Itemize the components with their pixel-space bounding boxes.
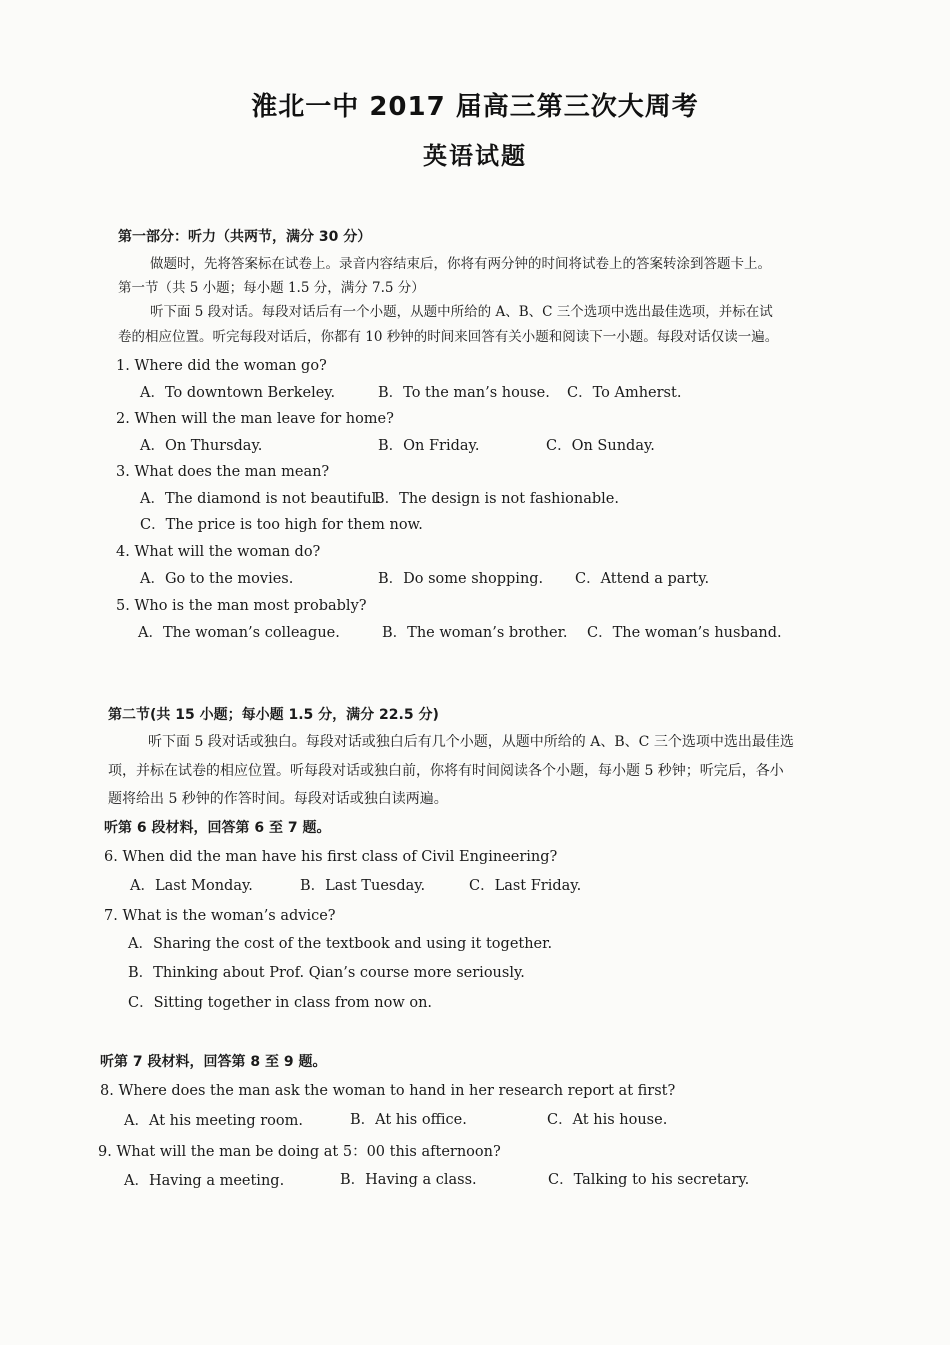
q2-option-c: C．On Sunday. — [546, 438, 655, 454]
question-text: Who is the man most probably? — [134, 598, 367, 614]
question-number: 5. — [116, 598, 130, 614]
q5-option-a: A．The woman’s colleague. — [138, 625, 340, 641]
q8-option-b: B．At his office. — [350, 1112, 467, 1128]
question-text: What will the man be doing at 5：00 this afternoon? — [116, 1144, 501, 1160]
section1-instruction-1: 听下面 5 段对话。每段对话后有一个小题，从题中所给的 A、B、C 三个选项中选出最佳选项，并标在试 — [150, 304, 773, 320]
q1-option-b: B．To the man’s house. — [378, 385, 550, 401]
q9-option-c: C．Talking to his secretary. — [548, 1172, 750, 1188]
q6-option-c: C．Last Friday. — [469, 878, 582, 894]
q8-option-c: C．At his house. — [547, 1112, 668, 1128]
q3-option-b: B．The design is not fashionable. — [374, 491, 619, 507]
section1-instruction-2: 卷的相应位置。听完每段对话后，你都有 10 秒钟的时间来回答有关小题和阅读下一小题。每段对话仅读一遍。 — [118, 329, 779, 345]
q7-option-a: A．Sharing the cost of the textbook and using it together. — [128, 936, 553, 952]
q3-option-c: C．The price is too high for them now. — [140, 517, 423, 533]
question-5 — [116, 597, 367, 615]
section1-heading: 第一节（共 5 小题；每小题 1.5 分，满分 7.5 分） — [118, 280, 425, 296]
question-text: When did the man have his first class of Civil Engineering? — [122, 849, 558, 865]
question-text: Where did the woman go? — [134, 358, 327, 374]
question-text: What will the woman do? — [134, 544, 321, 560]
section2-instruction-3: 题将给出 5 秒钟的作答时间。每段对话或独白读两遍。 — [108, 791, 448, 807]
q4-option-c: C．Attend a party. — [575, 571, 710, 587]
q6-option-a: A．Last Monday. — [130, 878, 253, 894]
section2-heading: 第二节(共 15 小题；每小题 1.5 分，满分 22.5 分) — [108, 707, 439, 723]
material-6-heading: 听第 6 段材料，回答第 6 至 7 题。 — [104, 820, 331, 836]
q7-option-c: C．Sitting together in class from now on. — [128, 995, 433, 1011]
question-number: 2. — [116, 411, 130, 427]
q1-option-a: A．To downtown Berkeley. — [140, 385, 336, 401]
q1-option-c: C．To Amherst. — [567, 385, 682, 401]
question-9 — [98, 1143, 501, 1161]
q7-option-b: B．Thinking about Prof. Qian’s course more seriously. — [128, 965, 525, 981]
question-number: 4. — [116, 544, 130, 560]
question-text: What is the woman’s advice? — [122, 908, 336, 924]
part1-instruction: 做题时，先将答案标在试卷上。录音内容结束后，你将有两分钟的时间将试卷上的答案转涂到答题卡上。 — [150, 256, 771, 272]
question-number: 3. — [116, 464, 130, 480]
section2-instruction-1: 听下面 5 段对话或独白。每段对话或独白后有几个小题，从题中所给的 A、B、C 三个选项中选出最佳选 — [148, 734, 794, 750]
q2-option-b: B．On Friday. — [378, 438, 480, 454]
q9-option-a: A．Having a meeting. — [124, 1173, 285, 1189]
q5-option-c: C．The woman’s husband. — [587, 625, 782, 641]
q9-option-b: B．Having a class. — [340, 1172, 477, 1188]
q3-option-a: A．The diamond is not beautiful. — [140, 491, 381, 507]
q4-option-b: B．Do some shopping. — [378, 571, 544, 587]
question-text: When will the man leave for home? — [134, 411, 394, 427]
question-text: What does the man mean? — [134, 464, 330, 480]
q2-option-a: A．On Thursday. — [140, 438, 263, 454]
section2-instruction-2: 项，并标在试卷的相应位置。听每段对话或独白前，你将有时间阅读各个小题，每小题 5 秒钟；听完后，各小 — [108, 763, 784, 779]
q8-option-a: A．At his meeting room. — [124, 1113, 304, 1129]
question-7 — [104, 907, 336, 925]
exam-subtitle: 英语试题 — [423, 142, 527, 170]
question-number: 6. — [104, 849, 118, 865]
question-number: 1. — [116, 358, 130, 374]
question-8 — [100, 1082, 675, 1100]
question-4 — [116, 543, 320, 561]
question-6 — [104, 848, 557, 866]
material-7-heading: 听第 7 段材料，回答第 8 至 9 题。 — [100, 1054, 327, 1070]
question-2 — [116, 410, 394, 428]
question-3 — [116, 463, 329, 481]
question-number: 7. — [104, 908, 118, 924]
q4-option-a: A．Go to the movies. — [140, 571, 294, 587]
question-1 — [116, 357, 327, 375]
q6-option-b: B．Last Tuesday. — [300, 878, 426, 894]
question-text: Where does the man ask the woman to hand in her research report at first? — [118, 1083, 676, 1099]
part1-heading: 第一部分：听力（共两节，满分 30 分） — [118, 229, 372, 245]
question-number: 8. — [100, 1083, 114, 1099]
exam-title: 淮北一中 2017 届高三第三次大周考 — [251, 92, 699, 122]
q5-option-b: B．The woman’s brother. — [382, 625, 568, 641]
question-number: 9. — [98, 1144, 112, 1160]
